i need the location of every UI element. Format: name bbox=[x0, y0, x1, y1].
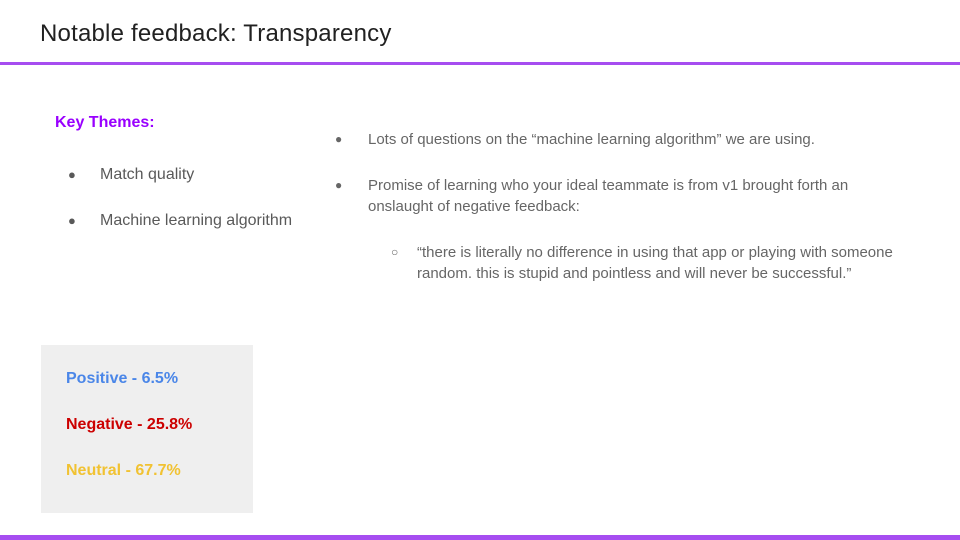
negative-stat: Negative - 25.8% bbox=[66, 416, 193, 433]
quote-text: “there is literally no difference in using that app or playing with someone random. this is stupid and pointless and will never be successful.” bbox=[417, 244, 893, 282]
bottom-accent-bar bbox=[0, 535, 960, 540]
list-item bbox=[68, 208, 298, 234]
sentiment-stats-box bbox=[41, 345, 253, 513]
key-themes-heading: Key Themes: bbox=[55, 114, 155, 131]
positive-stat: Positive - 6.5% bbox=[66, 370, 179, 387]
theme-item-label: Match quality bbox=[100, 166, 195, 183]
feedback-list bbox=[335, 129, 920, 284]
quote-sub-item bbox=[391, 242, 920, 284]
page-title: Notable feedback: Transparency bbox=[40, 20, 392, 47]
hollow-bullet-icon: ○ bbox=[391, 245, 399, 259]
bullet-icon: ● bbox=[335, 178, 343, 192]
list-item bbox=[68, 162, 298, 188]
list-item bbox=[335, 175, 920, 217]
title-divider-line bbox=[0, 62, 960, 65]
feedback-item-text: Lots of questions on the “machine learning algorithm” we are using. bbox=[368, 131, 815, 148]
bullet-icon: ● bbox=[335, 132, 343, 146]
feedback-item-text: Promise of learning who your ideal teammate is from v1 brought forth an onslaught of negative feedback: bbox=[368, 177, 849, 215]
bullet-icon: ● bbox=[68, 167, 76, 182]
neutral-stat: Neutral - 67.7% bbox=[66, 462, 181, 479]
list-item bbox=[335, 129, 920, 150]
bullet-icon: ● bbox=[68, 213, 76, 228]
key-themes-list bbox=[68, 162, 298, 254]
theme-item-label: Machine learning algorithm bbox=[100, 212, 293, 229]
